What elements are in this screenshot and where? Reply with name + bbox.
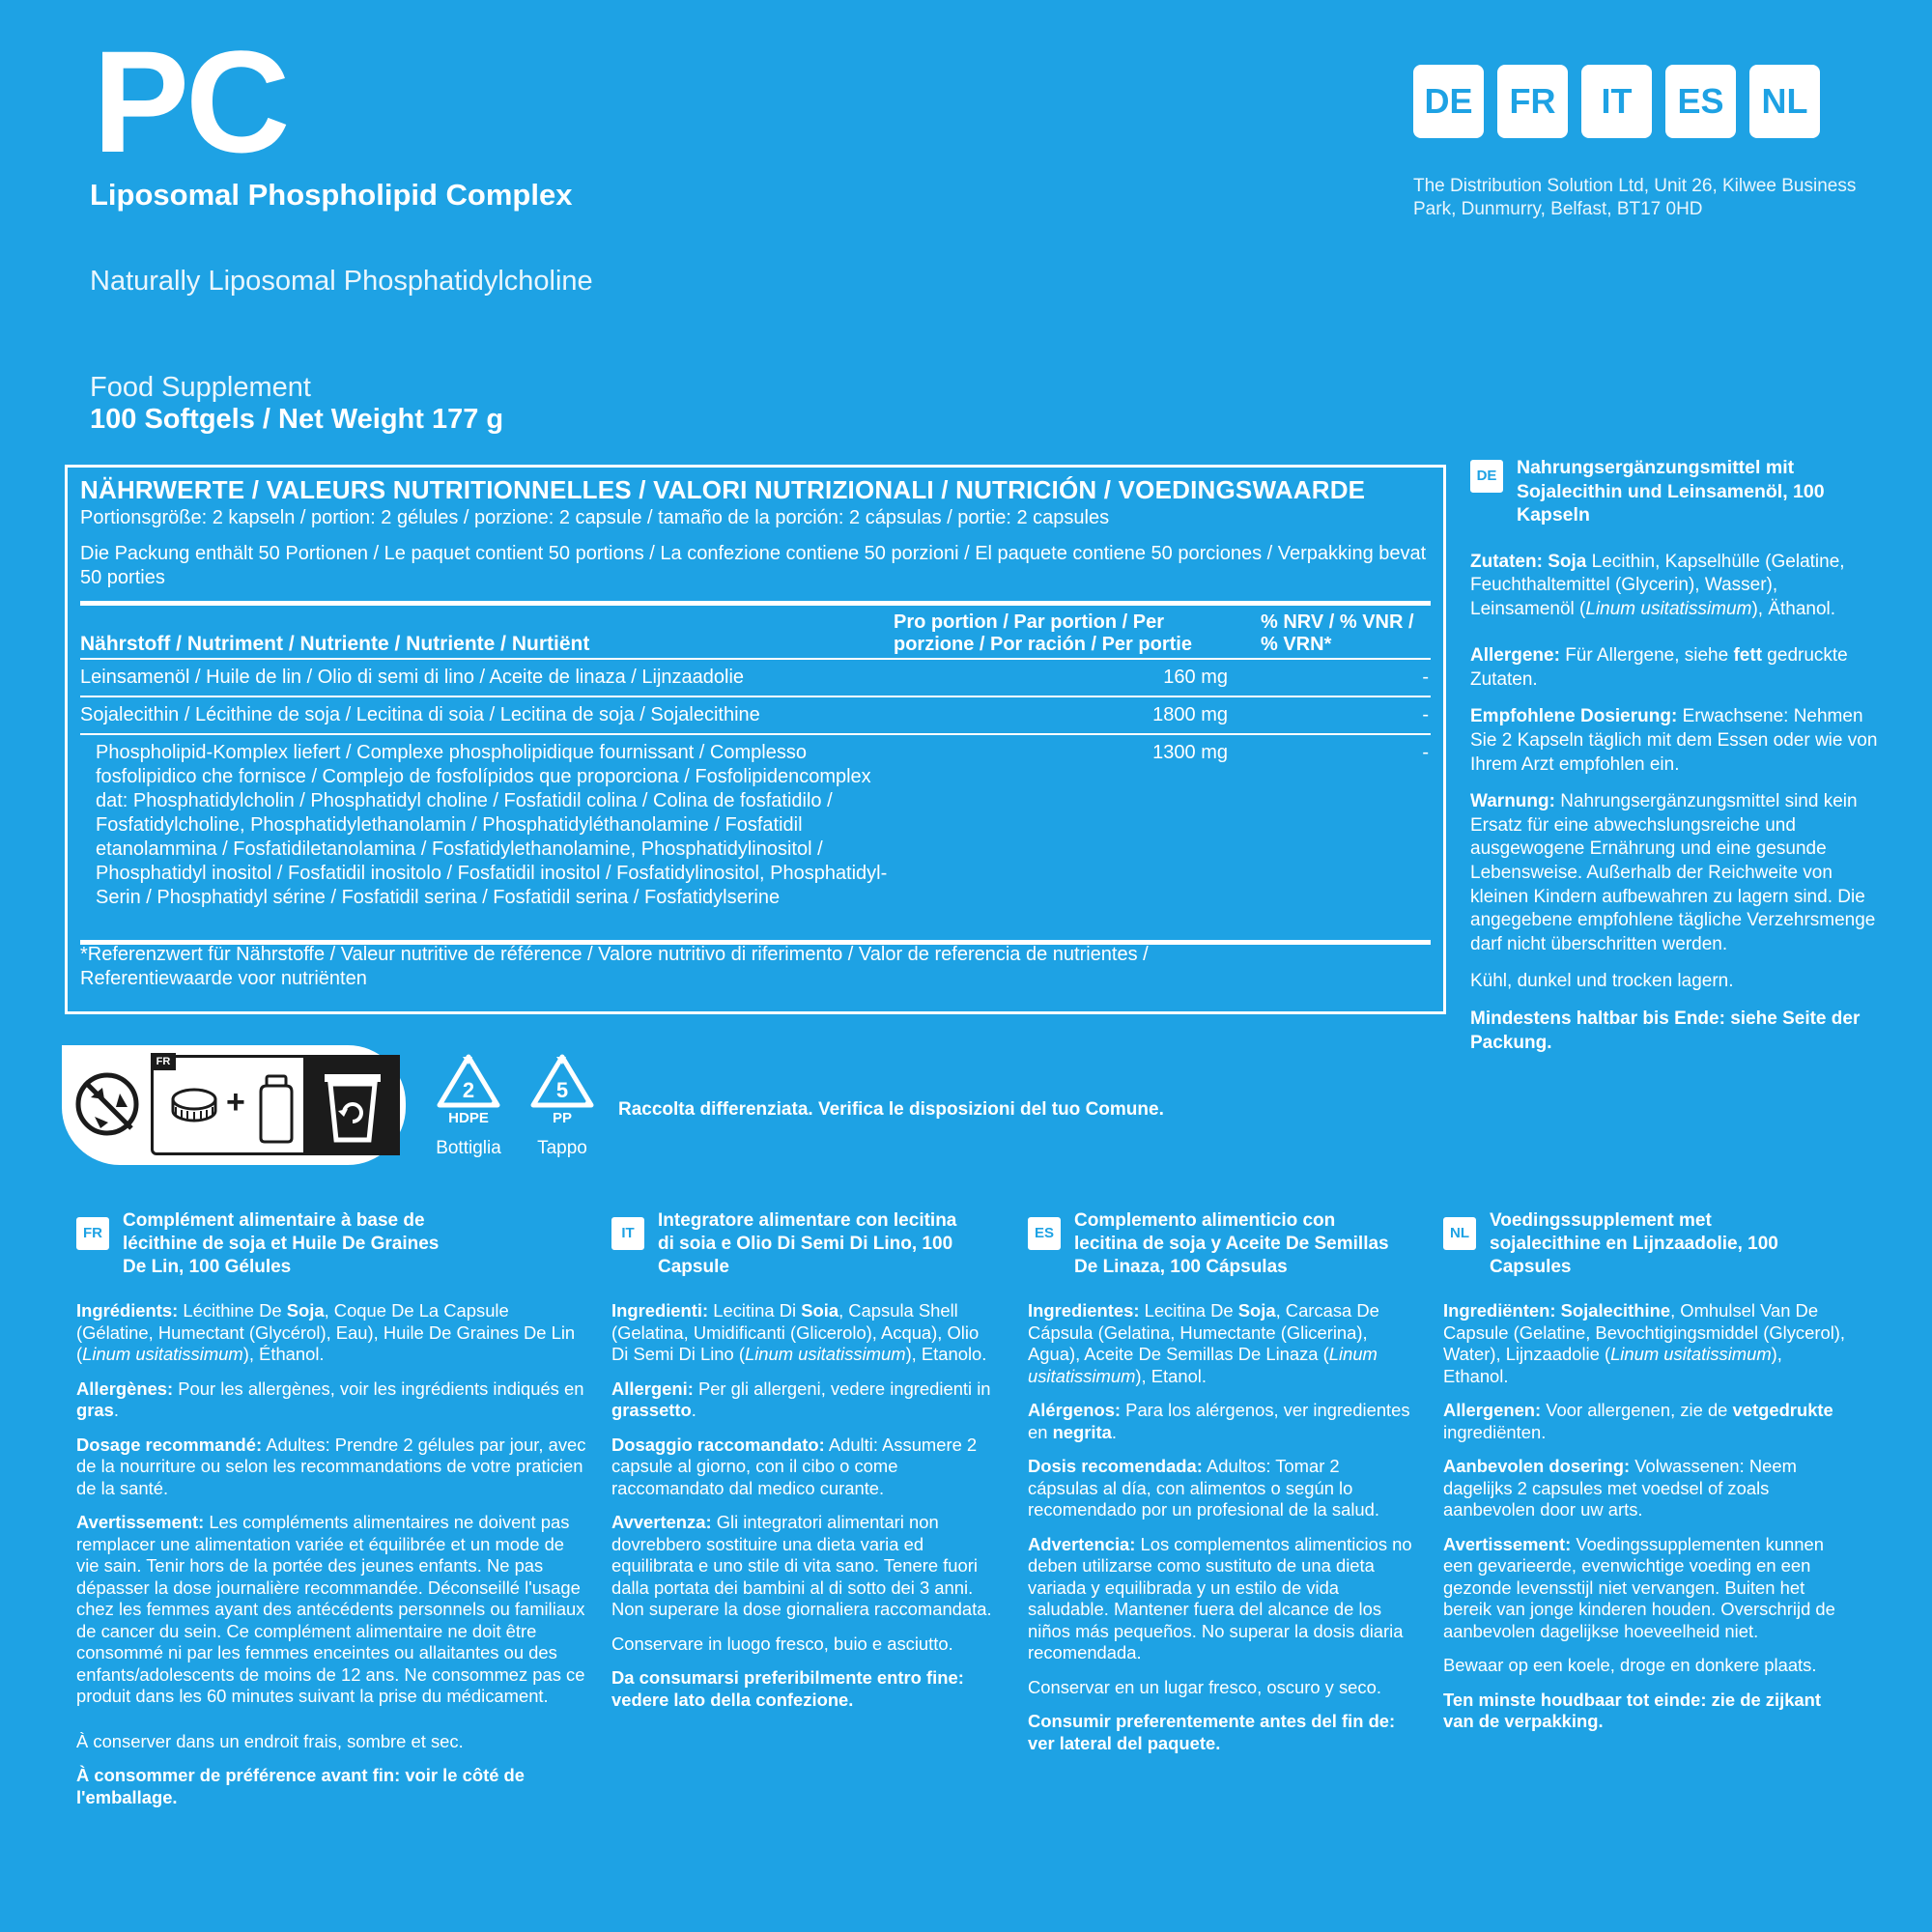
nutrient-name: Leinsamenöl / Huile de lin / Olio di semi di lino / Aceite de linaza / Lijnzaadolie — [80, 667, 745, 688]
hdpe-caption: Bottiglia — [436, 1138, 501, 1158]
section-de — [1470, 456, 1886, 1055]
nutrient-name: Phospholipid-Komplex liefert / Complexe phospholipidique fournissant / Complesso fosfolipidico che fornisce / Complejo de fosfolípidos que proporciona / Fosfolipidencomplex dat: Phosphatidylcholin / Phosphatidyl choline / Fosfatidil colina / Colina de fosfatidilo / Fosfatidylcholine, Phosphatidylethanolamin / Phosphatidyléthanolamine / Fosfatidil etanolammina / Fosfatidiletanolamina / Fosfatidylethanolamine, Phosphatidylinositol / Phosphatidyl inositol / Fosfatidil inositolo / Fosfatidil inositol / Fosfatidylinositol, Phosphatidyl-Serin / Phosphatidyl sérine / Fosfatidil serina / Fosfatidil serina / Fosfatidylserine — [96, 742, 888, 908]
header-nutrient: Nährstoff / Nutriment / Nutriente / Nutriente / Nurtiënt — [80, 633, 590, 655]
table-header-row — [80, 611, 1431, 658]
warning-de: Warnung: Nahrungsergänzungsmittel sind kein Ersatz für eine abwechslungsreiche und ausgewogene Ernährung und eine gesunde Lebensweise. Außerhalb der Reichweite von kleinen Kindern aufbewahren zu lagern sind. Die angegebene empfohlene tägliche Verzehrsmenge darf nicht überschritten werden. — [1470, 791, 1876, 954]
dosage-es: Dosis recomendada: Adultos: Tomar 2 cápsulas al día, con alimentos o según lo recomendado por un profesional de la salud. — [1028, 1456, 1379, 1520]
bottle-icon — [255, 1074, 298, 1144]
bin-icon — [321, 1068, 384, 1144]
storage-de: Kühl, dunkel und trocken lagern. — [1470, 971, 1734, 992]
storage-fr: À conserver dans un endroit frais, sombre et sec. — [76, 1730, 464, 1751]
lang-tag-es: ES — [1028, 1217, 1061, 1250]
table-row — [80, 660, 1431, 696]
recycle-pp-code: 5 — [555, 1078, 569, 1102]
warning-fr: Avertissement: Les compléments alimentaires ne doivent pas remplacer une alimentation variée et équilibrée et un mode de vie sain. Tenir hors de la portée des jeunes enfants. Ne pas dépasser la dose journalière recommandée. Déconseillé l'usage chez les femmes ayant des antécédents personnels ou familiaux de cancer du sein. Ce complément alimentaire ne doit être consommé ni par les femmes enceintes ou allaitantes ou des enfants/adolescents de moins de 12 ans. Ne consommez pas ce produit dans les 60 minutes suivant la prise du médicament. — [76, 1512, 585, 1706]
nutrient-name: Sojalecithin / Lécithine de soja / Lecitina di soia / Lecitina de soja / Sojalecithine — [80, 704, 760, 725]
heading-es: Complemento alimenticio con lecitina de soja y Aceite De Semillas De Linaza, 100 Cápsulas — [1074, 1210, 1389, 1277]
cap-icon — [170, 1086, 218, 1128]
product-name: Liposomal Phospholipid Complex — [90, 178, 573, 212]
dosage-de: Empfohlene Dosierung: Erwachsene: Nehmen Sie 2 Kapseln täglich mit dem Essen oder wie von Ihrem Arzt empfohlen ein. — [1470, 706, 1878, 775]
heading-it: Integratore alimentare con lecitina di soia e Olio Di Semi Di Lino, 100 Capsule — [658, 1210, 957, 1277]
nutrient-nrv: - — [1422, 667, 1429, 688]
storage-es: Conservar en un lugar fresco, oscuro y seco. — [1028, 1676, 1381, 1697]
brand-logo: PC — [93, 20, 287, 183]
best-before-es: Consumir preferentemente antes del fin de: ver lateral del paquete. — [1028, 1711, 1396, 1753]
supplement-label: Food Supplement — [90, 372, 311, 403]
ingredients-de: Zutaten: Soja Lecithin, Kapselhülle (Gelatine, Feuchthaltemittel (Glycerin), Wasser), Leinsamenöl (Linum usitatissimum), Äthanol. — [1470, 551, 1845, 619]
allergens-it: Allergeni: Per gli allergeni, vedere ingredienti in grassetto. — [611, 1378, 991, 1420]
recycle-pp-symbol — [527, 1051, 597, 1159]
header-nrv: % NRV / % VNR / % VRN* — [1261, 611, 1414, 655]
hdpe-label: HDPE — [448, 1110, 489, 1126]
bin-panel — [303, 1055, 400, 1155]
net-weight: 100 Softgels / Net Weight 177 g — [90, 404, 504, 435]
nutrition-table — [65, 465, 1446, 1014]
language-badges — [1413, 65, 1820, 138]
dosage-fr: Dosage recommandé: Adultes: Prendre 2 gélules par jour, avec de la nourriture ou selon les recommandations de votre praticien de la santé. — [76, 1434, 586, 1498]
best-before-nl: Ten minste houdbaar tot einde: zie de zijkant van de verpakking. — [1443, 1689, 1822, 1731]
portion-size: Portionsgröße: 2 kapseln / portion: 2 gélules / porzione: 2 capsule / tamaño de la porción: 2 cápsulas / portie: 2 capsules — [80, 507, 1110, 528]
pp-label: PP — [552, 1110, 572, 1126]
product-subtitle: Naturally Liposomal Phosphatidylcholine — [90, 266, 593, 297]
lang-tag-it: IT — [611, 1217, 644, 1250]
lang-tag-de: DE — [1470, 460, 1503, 493]
allergens-fr: Allergènes: Pour les allergènes, voir les ingrédients indiqués en gras. — [76, 1378, 584, 1420]
lang-badge-it: IT — [1581, 65, 1652, 138]
allergens-es: Alérgenos: Para los alérgenos, ver ingredientes en negrita. — [1028, 1400, 1410, 1442]
section-nl — [1443, 1209, 1849, 1733]
section-it — [611, 1209, 998, 1711]
warning-nl: Avertissement: Voedingssupplementen kunnen een gevarieerde, evenwichtige voeding en een gezonde levensstijl niet vervangen. Buiten het bereik van jonge kinderen houden. Overschrijd de aanbevolen dagelijkse hoeveelheid niet. — [1443, 1533, 1835, 1641]
plus-icon: + — [226, 1084, 245, 1121]
nutrient-amount: 1300 mg — [1152, 742, 1228, 763]
table-row — [80, 697, 1431, 733]
lang-badge-es: ES — [1665, 65, 1736, 138]
recycle-hdpe-code: 2 — [462, 1078, 475, 1102]
heading-nl: Voedingssupplement met sojalecithine en Lijnzaadolie, 100 Capsules — [1490, 1210, 1778, 1277]
lang-tag-fr: FR — [76, 1217, 109, 1250]
dosage-it: Dosaggio raccomandato: Adulti: Assumere 2 capsule al giorno, con il cibo o come raccomandato dal medico curante. — [611, 1434, 978, 1498]
triman-icon — [71, 1068, 143, 1140]
nutrient-nrv: - — [1422, 742, 1429, 763]
recycle-hdpe-icon — [434, 1051, 503, 1111]
best-before-it: Da consumarsi preferibilmente entro fine: vedere lato della confezione. — [611, 1667, 964, 1710]
fr-tab: FR — [151, 1053, 176, 1070]
ingredients-es: Ingredientes: Lecitina De Soja, Carcasa De Cápsula (Gelatina, Humectante (Glicerina), Agua), Aceite De Semillas De Linaza (Linum usitatissimum), Etanol. — [1028, 1300, 1379, 1386]
lang-tag-nl: NL — [1443, 1217, 1476, 1250]
lang-badge-de: DE — [1413, 65, 1484, 138]
dosage-nl: Aanbevolen dosering: Volwassenen: Neem dagelijks 2 capsules met voedsel of zoals aanbevolen door uw arts. — [1443, 1456, 1797, 1520]
nutrition-table-body — [80, 601, 1431, 951]
recycling-note: Raccolta differenziata. Verifica le disposizioni del tuo Comune. — [618, 1099, 1164, 1120]
nutrient-nrv: - — [1422, 704, 1429, 725]
heading-de: Nahrungsergänzungsmittel mit Sojalecithin und Leinsamenöl, 100 Kapseln — [1517, 457, 1825, 526]
ingredients-nl: Ingrediënten: Sojalecithine, Omhulsel Van De Capsule (Gelatine, Bevochtigingsmiddel (Glycerol), Water), Lijnzaadolie (Linum usitatissimum), Ethanol. — [1443, 1300, 1846, 1386]
manufacturer-address: The Distribution Solution Ltd, Unit 26, Kilwee Business Park, Dunmurry, Belfast, BT17 0HD — [1413, 176, 1857, 219]
section-es — [1028, 1209, 1414, 1754]
nutrient-amount: 160 mg — [1163, 667, 1228, 688]
nutrient-amount: 1800 mg — [1152, 704, 1228, 725]
package-portions: Die Packung enthält 50 Portionen / Le paquet contient 50 portions / La confezione contiene 50 porzioni / El paquete contiene 50 porciones / Verpakking bevat 50 porties — [80, 543, 1427, 588]
header-per-portion: Pro portion / Par portion / Per porzione / Por ración / Per portie — [894, 611, 1192, 655]
ingredients-fr: Ingrédients: Lécithine De Soja, Coque De La Capsule (Gélatine, Humectant (Glycérol), Eau), Huile De Graines De Lin (Linum usitatissimum), Éthanol. — [76, 1300, 576, 1364]
storage-it: Conservare in luogo fresco, buio e asciutto. — [611, 1633, 953, 1654]
recycle-pp-icon — [527, 1051, 597, 1111]
allergens-nl: Allergenen: Voor allergenen, zie de vetgedrukte ingrediënten. — [1443, 1400, 1833, 1442]
table-divider — [80, 601, 1431, 606]
best-before-fr: À consommer de préférence avant fin: voir le côté de l'emballage. — [76, 1765, 525, 1807]
best-before-de: Mindestens haltbar bis Ende: siehe Seite der Packung. — [1470, 1009, 1861, 1053]
heading-fr: Complément alimentaire à base de lécithine de soja et Huile De Graines De Lin, 100 Gélules — [123, 1210, 440, 1277]
pp-caption: Tappo — [537, 1138, 587, 1158]
recycle-hdpe-symbol — [434, 1051, 503, 1159]
nrv-footnote: *Referenzwert für Nährstoffe / Valeur nutritive de référence / Valore nutritivo di riferimento / Valor de referencia de nutrientes / Referentiewaarde voor nutriënten — [80, 944, 1149, 989]
allergens-de: Allergene: Für Allergene, siehe fett gedruckte Zutaten. — [1470, 645, 1848, 690]
ingredients-it: Ingredienti: Lecitina Di Soia, Capsula Shell (Gelatina, Umidificanti (Glicerolo), Acqua), Olio Di Semi Di Lino (Linum usitatissimum), Etanolo. — [611, 1300, 987, 1364]
section-fr — [76, 1209, 588, 1808]
lang-badge-fr: FR — [1497, 65, 1568, 138]
warning-it: Avvertenza: Gli integratori alimentari non dovrebbero sostituire una dieta varia ed equilibrata e uno stile di vita sano. Tenere fuori dalla portata dei bambini al di sotto dei 3 anni. Non superare la dose giornaliera raccomandata. — [611, 1512, 992, 1619]
storage-nl: Bewaar op een koele, droge en donkere plaats. — [1443, 1655, 1817, 1675]
nutrition-title: NÄHRWERTE / VALEURS NUTRITIONNELLES / VALORI NUTRIZIONALI / NUTRICIÓN / VOEDINGSWAARDE — [80, 475, 1366, 504]
table-row — [80, 735, 1431, 940]
warning-es: Advertencia: Los complementos alimenticios no deben utilizarse como sustituto de una dieta variada y equilibrada y un estilo de vida saludable. Mantener fuera del alcance de los niños más pequeños. No superar la dosis diaria recomendada. — [1028, 1533, 1412, 1662]
recycling-card — [62, 1045, 406, 1165]
lang-badge-nl: NL — [1749, 65, 1820, 138]
